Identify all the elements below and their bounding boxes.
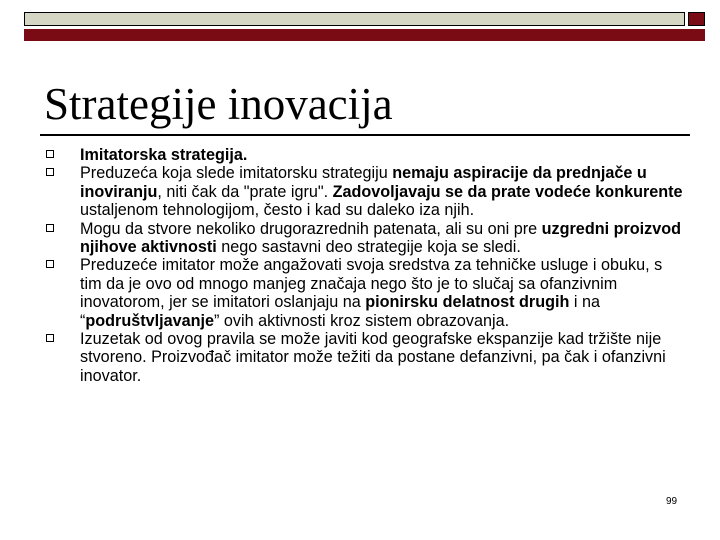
- bold-text-run: uzgredni proizvod njihove aktivnosti: [80, 219, 682, 257]
- bullet-item: [46, 164, 686, 219]
- text-run: , niti čak da "prate igru".: [157, 182, 333, 201]
- text-run: nego sastavni deo strategije koja se sledi.: [216, 238, 521, 257]
- bullet-item: [46, 256, 686, 330]
- hollow-square-icon: [46, 150, 54, 158]
- text-run: i na “: [80, 293, 600, 330]
- bullet-item: [46, 220, 686, 257]
- hollow-square-icon: [46, 224, 54, 232]
- bullet-item: [46, 146, 686, 164]
- text-run: Mogu da stvore nekoliko drugorazrednih patenata, ali su oni pre: [80, 219, 542, 238]
- header-accent-bar: [24, 29, 705, 41]
- text-run: Izuzetak od ovog pravila se može javiti kod geografske ekspanzije kad tržište nije stvoreno. Proizvođač imitator može težiti da postane defanzivni, pa čak i ofanzivni inovator.: [80, 330, 666, 385]
- bold-text-run: Imitatorska strategija.: [80, 146, 248, 164]
- text-run: Preduzeće imitator može angažovati svoja sredstva za tehničke usluge i obuku, s tim da je ovo od mnogo manjeg značaja nego što je to slučaj sa ofanzivnim inovatorom, jer se imitatori oslanjaju na: [80, 256, 663, 312]
- bold-text-run: nemaju aspiracije da prednjače u inoviranju: [80, 164, 647, 201]
- text-run: ” ovih aktivnosti kroz sistem obrazovanja.: [214, 311, 510, 330]
- hollow-square-icon: [46, 260, 54, 268]
- text-run: Preduzeća koja slede imitatorsku strategiju: [80, 164, 393, 183]
- hollow-square-icon: [46, 334, 54, 342]
- bullet-item: [46, 330, 686, 385]
- text-run: ustaljenom tehnologijom, često i kad su daleko iza njih.: [80, 201, 475, 220]
- page-number: 99: [666, 496, 678, 507]
- slide-title: Strategije inovacija: [44, 79, 393, 129]
- title-divider: [40, 134, 690, 136]
- bold-text-run: pionirsku delatnost drugih: [365, 293, 570, 312]
- header-bar: [24, 12, 685, 26]
- hollow-square-icon: [46, 168, 54, 176]
- bold-text-run: Zadovoljavaju se da prate vodeće konkurente: [332, 182, 683, 201]
- header-corner-box: [688, 12, 705, 26]
- bullet-list: [46, 146, 686, 385]
- bold-text-run: podruštvljavanje: [85, 311, 215, 330]
